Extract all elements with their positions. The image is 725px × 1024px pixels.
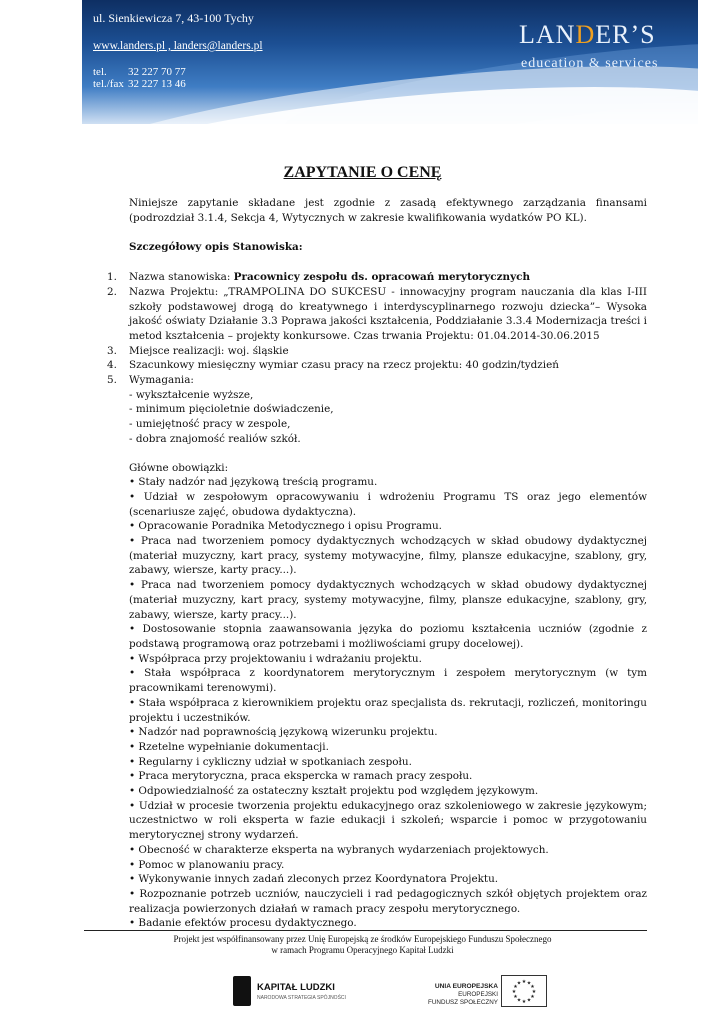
eu-flag-icon: [501, 975, 547, 1007]
duty-item: • Udział w zespołowym opracowywaniu i wdrożeniu Programu TS oraz jego elementów (scenariusze zajęć, obudowa dydaktyczna).: [129, 490, 647, 518]
list-item: [107, 285, 647, 344]
list-item: [107, 373, 647, 447]
workload: Szacunkowy miesięczny wymiar czasu pracy na rzecz projektu: 40 godzin/tydzień: [129, 359, 559, 372]
kapital-ludzki-icon: [233, 976, 251, 1006]
requirement-item: - wykształcenie wyższe,: [129, 388, 254, 401]
requirement-item: - dobra znajomość realiów szkół.: [129, 432, 301, 445]
duty-item: • Odpowiedzialność za ostateczny kształt projektu pod względem językowym.: [129, 785, 539, 798]
project-name: Nazwa Projektu: „TRAMPOLINA DO SUKCESU - innowacyjny program nauczania dla klas I-III szkoły podstawowej drogą do kreatywnego i interdyscyplinarnego rozwoju dziecka”– Wysoka jakość oświaty Działanie 3.3 Poprawa jakości kształcenia, Poddziałanie 3.3.4 Modernizacja treści i metod kształcenia – projekty konkursowe. Czas trwania Projektu: 01.04.2014-30.06.2015: [129, 285, 647, 342]
eu-fund-label: [418, 983, 498, 1007]
tel-value: 32 227 70 77: [128, 66, 186, 78]
duty-item: • Współpraca przy projektowaniu i wdrażaniu projektu.: [129, 652, 422, 665]
duty-item: • Stała współpraca z kierownikiem projektu oraz specjalista ds. rekrutacji, rozliczeń, monitoringu projektu i uczestników.: [129, 696, 647, 724]
duty-item: • Rozpoznanie potrzeb uczniów, nauczycieli i rad pedagogicznych szkół objętych projektem oraz realizacja powierzonych działań w ramach pracy zespołu merytorycznego.: [129, 887, 647, 915]
list-number: 4.: [107, 359, 117, 372]
list-item: [107, 358, 647, 373]
duty-item: • Badanie efektów procesu dydaktycznego.: [129, 917, 357, 930]
eu-stars-icon: [502, 976, 546, 1006]
list-item: [107, 344, 647, 359]
duty-item: • Stała współpraca z koordynatorem merytorycznym i zespołem merytorycznym (w tym pracownikami terenowymi).: [129, 667, 647, 695]
eu-label-line1: UNIA EUROPEJSKA: [434, 983, 498, 990]
svg-text:★: ★: [530, 994, 535, 1000]
footer-program-line: w ramach Programu Operacyjnego Kapitał Ludzki: [271, 945, 454, 955]
brand-text-pre: LAN: [519, 20, 576, 49]
duty-item: • Regularny i cykliczny udział w spotkaniach zespołu.: [129, 755, 412, 768]
company-address: ul. Sienkiewicza 7, 43-100 Tychy: [93, 11, 254, 25]
eu-label-line3: FUNDUSZ SPOŁECZNY: [428, 999, 498, 1006]
brand-tagline: education & services: [521, 56, 659, 71]
duty-item: • Nadzór nad poprawnością językową wizerunku projektu.: [129, 726, 438, 739]
document-body: [107, 184, 647, 931]
list-number: 5.: [107, 374, 117, 387]
tel-label: tel.: [93, 66, 107, 78]
document-title: ZAPYTANIE O CENĘ: [283, 164, 442, 181]
svg-text:★: ★: [513, 994, 518, 1000]
eu-label-line2: EUROPEJSKI: [458, 991, 498, 998]
position-value: Pracownicy zespołu ds. opracowań merytorycznych: [233, 271, 531, 284]
svg-text:★: ★: [521, 979, 527, 985]
list-item: [107, 270, 647, 285]
location: Miejsce realizacji: woj. śląskie: [129, 344, 289, 357]
duty-item: • Praca nad tworzeniem pomocy dydaktycznych wchodzących w skład obudowy dydaktycznej (materiał muzyczny, kart pracy, systemy motywacyjne, filmy, plansze edukacyjne, szablony, gry, zabawy, wiersze, karty pracy...).: [129, 535, 647, 577]
duty-item: • Praca merytoryczna, praca ekspercka w ramach pracy zespołu.: [129, 770, 473, 783]
duty-item: • Dostosowanie stopnia zaawansowania języka do poziomu kształcenia uczniów (zgodnie z podstawą programową oraz potrzebami i możliwościami grupy docelowej).: [129, 623, 647, 650]
requirements-list: [129, 388, 647, 447]
list-number: 1.: [107, 271, 117, 284]
duty-item: • Stały nadzór nad językową treścią programu.: [129, 476, 378, 489]
duties-heading: Główne obowiązki:: [129, 461, 229, 474]
footer-divider: [84, 930, 647, 931]
duty-item: • Udział w procesie tworzenia projektu edukacyjnego oraz szkoleniowego w zakresie językowym; uczestnictwo w roli eksperta w fazie edukacji i szkoleń; wsparcie i pomoc w przygotowaniu merytorycznej strony wydarzeń.: [129, 799, 647, 842]
svg-text:★: ★: [531, 989, 537, 995]
fax-value: 32 227 13 46: [128, 78, 186, 90]
svg-text:★: ★: [526, 980, 532, 987]
svg-text:★: ★: [516, 997, 522, 1004]
fax-label: tel./fax: [93, 78, 124, 90]
requirement-item: - minimum pięcioletnie doświadczenie,: [129, 403, 334, 416]
requirement-item: - umiejętność pracy w zespole,: [129, 418, 291, 431]
svg-text:★: ★: [513, 984, 518, 990]
section-subheading: Szczegółowy opis Stanowiska:: [129, 241, 303, 254]
svg-text:★: ★: [511, 989, 517, 995]
list-number: 3.: [107, 344, 117, 357]
details-list: [107, 270, 647, 446]
svg-text:★: ★: [516, 980, 522, 987]
kapital-ludzki-title: KAPITAŁ LUDZKI: [257, 982, 335, 993]
kapital-ludzki-logo: [233, 976, 346, 1012]
duty-item: • Rzetelne wypełnianie dokumentacji.: [129, 740, 329, 753]
footer-cofinancing-line: Projekt jest współfinansowany przez Unię Europejską ze środków Europejskiego Funduszu Społecznego: [173, 934, 552, 944]
brand-text-post: ER’S: [595, 20, 656, 49]
svg-text:★: ★: [530, 984, 535, 990]
intro-paragraph: Niniejsze zapytanie składane jest zgodnie z zasadą efektywnego zarządzania finansami (podrozdział 3.1.4, Sekcja 4, Wytycznych w zakresie kwalifikowania wydatków PO KL).: [129, 197, 647, 224]
list-number: 2.: [107, 285, 117, 298]
brand-text-accent: D: [575, 20, 596, 49]
kapital-ludzki-subtitle: NARODOWA STRATEGIA SPÓJNOŚCI: [257, 995, 346, 1001]
duty-item: • Wykonywanie innych zadań zleconych przez Koordynatora Projektu.: [129, 873, 499, 886]
svg-text:★: ★: [526, 997, 532, 1004]
duty-item: • Obecność w charakterze eksperta na wybranych wydarzeniach projektowych.: [129, 843, 549, 856]
duty-item: • Praca nad tworzeniem pomocy dydaktycznych wchodzących w skład obudowy dydaktycznej (materiał muzyczny, kart pracy, systemy motywacyjne, filmy, plansze edukacyjne, szablony, gry, zabawy, wiersze, karty pracy...).: [129, 579, 647, 621]
duties-list: [129, 475, 647, 931]
svg-text:★: ★: [521, 999, 527, 1005]
requirements-label: Wymagania:: [129, 374, 194, 387]
brand-logo: [519, 20, 656, 50]
duty-item: • Opracowanie Poradnika Metodycznego i opisu Programu.: [129, 520, 442, 533]
position-label: Nazwa stanowiska:: [129, 271, 234, 284]
duty-item: • Pomoc w planowaniu pracy.: [129, 858, 285, 871]
company-website-email[interactable]: www.landers.pl , landers@landers.pl: [93, 40, 263, 52]
